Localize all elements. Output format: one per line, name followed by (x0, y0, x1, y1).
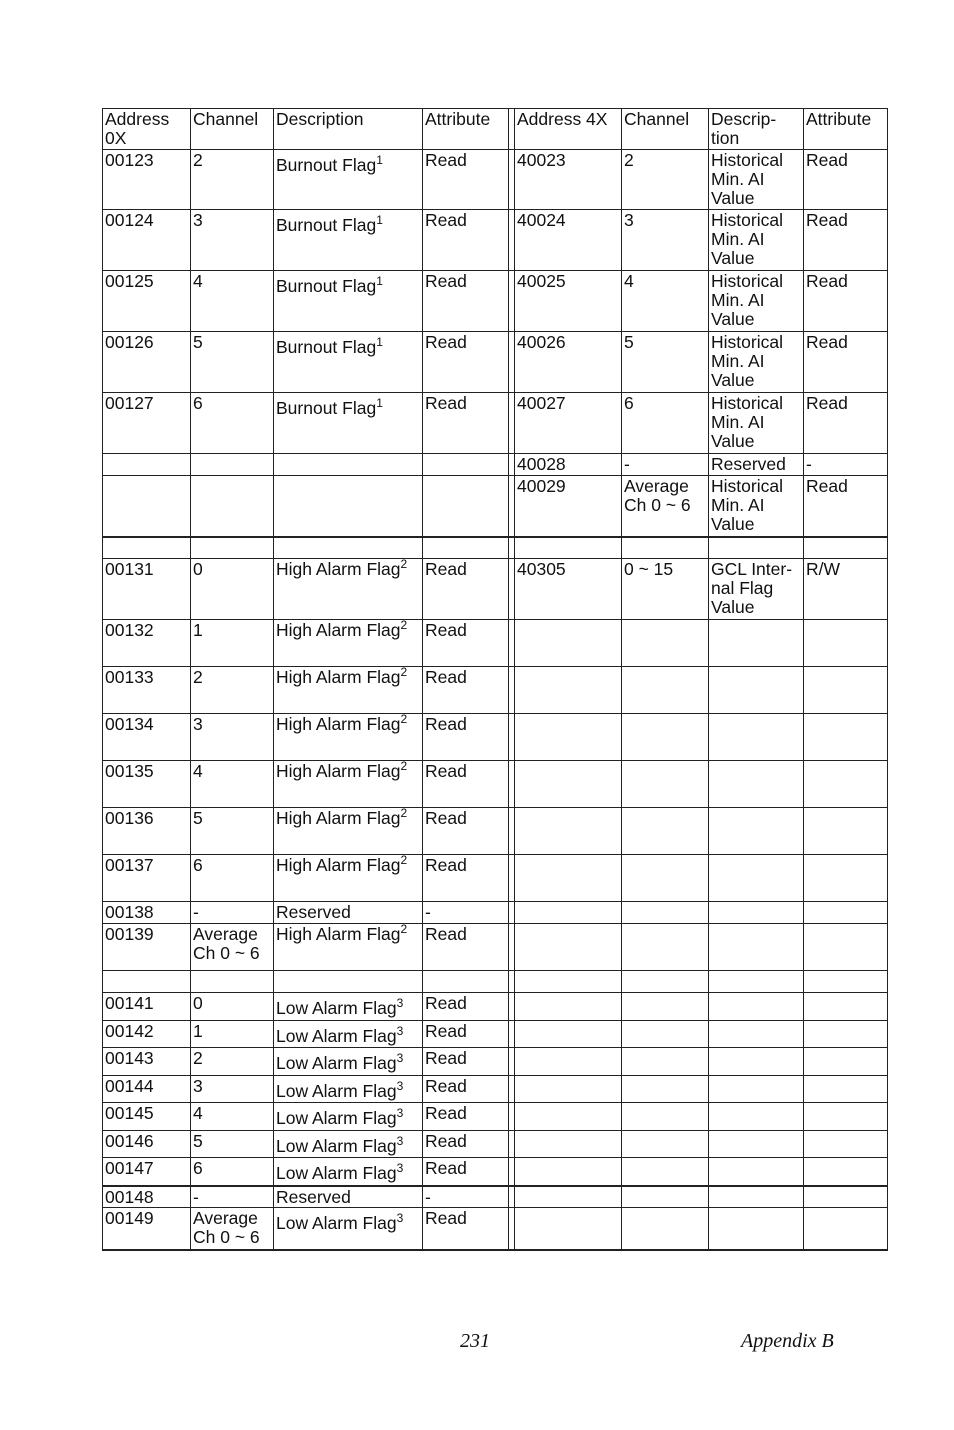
channel-cell: 6 (191, 1158, 274, 1186)
description-text: High Alarm Flag (276, 667, 401, 687)
address-0x-cell: 00145 (103, 1103, 191, 1131)
description-cell (709, 1076, 804, 1103)
address-4x-cell: 40026 (515, 332, 622, 393)
address-0x-cell (103, 476, 191, 537)
attribute-cell: Read (423, 393, 509, 454)
channel-cell: 6 (191, 393, 274, 454)
footnote-marker: 1 (376, 274, 383, 289)
footnote-marker: 2 (400, 666, 408, 680)
description-cell: Historical Min. AI Value (709, 393, 804, 454)
description-cell (709, 1021, 804, 1048)
description-text: Burnout Flag (276, 398, 377, 418)
description-cell (709, 1131, 804, 1158)
description-cell (274, 993, 423, 1021)
attribute-cell: - (804, 454, 888, 476)
attribute-cell: Read (423, 993, 509, 1021)
table-row (103, 993, 888, 1021)
attribute-cell (423, 537, 509, 559)
attribute-cell: Read (804, 393, 888, 454)
address-4x-cell (515, 620, 622, 667)
footnote-marker: 3 (396, 1161, 404, 1176)
description-cell (274, 1208, 423, 1250)
attribute-cell (804, 1021, 888, 1048)
address-0x-cell: 00126 (103, 332, 191, 393)
attribute-cell (423, 971, 509, 993)
channel-cell: - (191, 902, 274, 924)
attribute-cell (804, 1103, 888, 1131)
address-0x-cell: 00138 (103, 902, 191, 924)
description-cell: Historical Min. AI Value (709, 150, 804, 210)
address-4x-cell (515, 993, 622, 1021)
attribute-cell: Read (804, 271, 888, 332)
channel-cell (191, 454, 274, 476)
table-row (103, 667, 888, 714)
description-cell (709, 1103, 804, 1131)
table-row (103, 454, 888, 476)
address-0x-cell (103, 537, 191, 559)
address-0x-cell: 00144 (103, 1076, 191, 1103)
channel-cell (622, 855, 709, 902)
channel-cell: 2 (191, 1048, 274, 1076)
channel-cell (622, 1158, 709, 1186)
attribute-cell: Read (423, 761, 509, 808)
channel-cell (622, 902, 709, 924)
footnote-marker: 1 (376, 396, 383, 411)
address-4x-cell (515, 855, 622, 902)
footnote-marker: 1 (376, 213, 383, 228)
address-0x-cell: 00141 (103, 993, 191, 1021)
address-4x-cell (515, 537, 622, 559)
table-row (103, 714, 888, 761)
channel-cell (191, 537, 274, 559)
channel-cell: 1 (191, 620, 274, 667)
attribute-cell (804, 714, 888, 761)
channel-cell: 5 (191, 808, 274, 855)
channel-cell: - (622, 454, 709, 476)
address-0x-cell: 00132 (103, 620, 191, 667)
attribute-cell (804, 1158, 888, 1186)
description-text: Burnout Flag (276, 337, 377, 357)
description-cell (709, 1208, 804, 1250)
description-cell (274, 971, 423, 993)
description-cell (709, 993, 804, 1021)
address-4x-cell: 40025 (515, 271, 622, 332)
address-0x-cell: 00137 (103, 855, 191, 902)
attribute-cell: Read (804, 150, 888, 210)
table-row (103, 1186, 888, 1208)
table-row (103, 210, 888, 271)
address-4x-cell (515, 1076, 622, 1103)
channel-cell: 2 (191, 150, 274, 210)
address-4x-cell (515, 1158, 622, 1186)
channel-cell (622, 971, 709, 993)
description-cell (274, 476, 423, 537)
channel-cell (191, 476, 274, 537)
description-cell (709, 620, 804, 667)
header-cell: Address 0X (103, 109, 191, 150)
description-text: High Alarm Flag (276, 808, 401, 828)
table-row (103, 902, 888, 924)
description-cell (274, 393, 423, 454)
description-cell (709, 1158, 804, 1186)
address-4x-cell (515, 1186, 622, 1208)
description-cell (709, 667, 804, 714)
description-cell (274, 1076, 423, 1103)
description-cell (709, 855, 804, 902)
attribute-cell: Read (423, 620, 509, 667)
description-text: Low Alarm Flag (276, 1136, 397, 1156)
attribute-cell: Read (423, 714, 509, 761)
channel-cell: 4 (191, 271, 274, 332)
attribute-cell: - (423, 1186, 509, 1208)
description-cell (274, 1021, 423, 1048)
address-4x-cell (515, 1021, 622, 1048)
footnote-marker: 2 (400, 713, 408, 727)
address-0x-cell: 00146 (103, 1131, 191, 1158)
address-0x-cell: 00123 (103, 150, 191, 210)
address-4x-cell (515, 761, 622, 808)
attribute-cell (423, 454, 509, 476)
description-text: Reserved (276, 1186, 351, 1207)
channel-cell: 4 (191, 761, 274, 808)
table-row (103, 332, 888, 393)
description-cell: Historical Min. AI Value (709, 210, 804, 271)
address-0x-cell: 00134 (103, 714, 191, 761)
channel-cell: Average Ch 0 ~ 6 (191, 1208, 274, 1250)
address-0x-cell: 00133 (103, 667, 191, 714)
address-0x-cell: 00149 (103, 1208, 191, 1250)
header-cell: Channel (622, 109, 709, 150)
description-cell (709, 902, 804, 924)
attribute-cell: Read (423, 1158, 509, 1186)
address-0x-cell: 00124 (103, 210, 191, 271)
address-0x-cell: 00143 (103, 1048, 191, 1076)
description-text: High Alarm Flag (276, 761, 401, 781)
attribute-cell: Read (423, 271, 509, 332)
description-cell (709, 537, 804, 559)
address-0x-cell: 00127 (103, 393, 191, 454)
attribute-cell (804, 971, 888, 993)
description-text: Low Alarm Flag (276, 1053, 397, 1073)
address-4x-cell: 40305 (515, 559, 622, 620)
header-cell: Attribute (804, 109, 888, 150)
description-text: Low Alarm Flag (276, 1108, 397, 1128)
channel-cell: 2 (191, 667, 274, 714)
table-row (103, 1076, 888, 1103)
channel-cell: 0 (191, 993, 274, 1021)
channel-cell (622, 761, 709, 808)
header-cell: Address 4X (515, 109, 622, 150)
channel-cell (622, 537, 709, 559)
address-4x-cell: 40023 (515, 150, 622, 210)
register-table (102, 108, 888, 1251)
footnote-marker: 3 (396, 1106, 404, 1121)
description-cell (274, 620, 423, 667)
description-text: Burnout Flag (276, 215, 377, 235)
attribute-cell (804, 667, 888, 714)
footnote-marker: 2 (400, 760, 408, 774)
attribute-cell: Read (423, 150, 509, 210)
description-text: High Alarm Flag (276, 714, 401, 734)
channel-cell: 6 (191, 855, 274, 902)
footnote-marker: 3 (396, 1051, 404, 1066)
description-text: Reserved (276, 902, 351, 922)
channel-cell (622, 1076, 709, 1103)
table-row (103, 971, 888, 993)
attribute-cell (804, 537, 888, 559)
table-row (103, 1021, 888, 1048)
address-4x-cell (515, 714, 622, 761)
footnote-marker: 2 (400, 923, 408, 937)
attribute-cell (804, 924, 888, 971)
attribute-cell: Read (804, 476, 888, 537)
address-0x-cell: 00136 (103, 808, 191, 855)
attribute-cell: Read (804, 332, 888, 393)
channel-cell: Average Ch 0 ~ 6 (622, 476, 709, 537)
channel-cell (622, 714, 709, 761)
attribute-cell: Read (423, 1208, 509, 1250)
address-4x-cell: 40024 (515, 210, 622, 271)
address-4x-cell (515, 971, 622, 993)
header-row (103, 109, 888, 150)
channel-cell: 3 (622, 210, 709, 271)
address-4x-cell (515, 1048, 622, 1076)
description-cell: Reserved (709, 454, 804, 476)
header-cell: Attribute (423, 109, 509, 150)
description-cell (709, 714, 804, 761)
section-label: Appendix B (741, 1330, 834, 1352)
table-row (103, 1048, 888, 1076)
description-text: High Alarm Flag (276, 620, 401, 640)
footnote-marker: 3 (396, 1079, 404, 1094)
description-cell (274, 559, 423, 620)
header-cell: Descrip-tion (709, 109, 804, 150)
description-cell (274, 924, 423, 971)
table-row (103, 537, 888, 559)
footnote-marker: 2 (400, 619, 408, 633)
address-0x-cell: 00125 (103, 271, 191, 332)
attribute-cell (804, 761, 888, 808)
description-cell (274, 902, 423, 924)
address-4x-cell (515, 1208, 622, 1250)
description-text: Low Alarm Flag (276, 998, 397, 1018)
attribute-cell: Read (423, 1076, 509, 1103)
address-0x-cell: 00131 (103, 559, 191, 620)
description-text: High Alarm Flag (276, 924, 401, 944)
footnote-marker: 3 (396, 996, 404, 1011)
attribute-cell: Read (423, 924, 509, 971)
description-cell (274, 855, 423, 902)
address-0x-cell: 00147 (103, 1158, 191, 1186)
attribute-cell: Read (423, 667, 509, 714)
channel-cell (622, 1131, 709, 1158)
channel-cell (622, 620, 709, 667)
attribute-cell (804, 902, 888, 924)
description-cell: GCL Inter-nal Flag Value (709, 559, 804, 620)
channel-cell: 3 (191, 210, 274, 271)
description-text: High Alarm Flag (276, 855, 401, 875)
attribute-cell: Read (423, 808, 509, 855)
channel-cell (622, 1048, 709, 1076)
channel-cell: 5 (191, 332, 274, 393)
address-4x-cell (515, 1103, 622, 1131)
attribute-cell: Read (423, 332, 509, 393)
description-cell (274, 1186, 423, 1208)
channel-cell: 3 (191, 1076, 274, 1103)
attribute-cell (804, 1208, 888, 1250)
description-cell: Historical Min. AI Value (709, 476, 804, 537)
attribute-cell: Read (423, 855, 509, 902)
description-cell (274, 271, 423, 332)
channel-cell (622, 993, 709, 1021)
attribute-cell (804, 1048, 888, 1076)
attribute-cell (804, 1076, 888, 1103)
attribute-cell (804, 620, 888, 667)
channel-cell: 4 (622, 271, 709, 332)
address-4x-cell: 40027 (515, 393, 622, 454)
channel-cell: Average Ch 0 ~ 6 (191, 924, 274, 971)
description-cell (274, 332, 423, 393)
description-cell (274, 1131, 423, 1158)
table-row (103, 476, 888, 537)
table-row (103, 559, 888, 620)
description-cell (709, 971, 804, 993)
description-cell (274, 761, 423, 808)
address-4x-cell (515, 924, 622, 971)
attribute-cell (804, 1186, 888, 1208)
table-row (103, 924, 888, 971)
address-0x-cell: 00142 (103, 1021, 191, 1048)
header-cell: Description (274, 109, 423, 150)
channel-cell (622, 1021, 709, 1048)
footnote-marker: 1 (376, 335, 383, 350)
table-row (103, 1103, 888, 1131)
channel-cell: 6 (622, 393, 709, 454)
footnote-marker: 2 (400, 558, 408, 572)
attribute-cell (804, 1131, 888, 1158)
attribute-cell: Read (804, 210, 888, 271)
channel-cell: 3 (191, 714, 274, 761)
description-cell (274, 1048, 423, 1076)
attribute-cell (423, 476, 509, 537)
description-cell (274, 808, 423, 855)
attribute-cell: Read (423, 1131, 509, 1158)
address-0x-cell: 00148 (103, 1186, 191, 1208)
table-row (103, 855, 888, 902)
footnote-marker: 3 (396, 1024, 404, 1039)
table-row (103, 150, 888, 210)
description-text: Low Alarm Flag (276, 1026, 397, 1046)
channel-cell: 5 (622, 332, 709, 393)
attribute-cell: - (423, 902, 509, 924)
table-row (103, 1158, 888, 1186)
description-text: Low Alarm Flag (276, 1163, 397, 1183)
description-text: Low Alarm Flag (276, 1081, 397, 1101)
description-cell (709, 924, 804, 971)
description-text: Burnout Flag (276, 155, 377, 175)
description-text: Burnout Flag (276, 276, 377, 296)
description-cell (274, 667, 423, 714)
channel-cell: 0 ~ 15 (622, 559, 709, 620)
attribute-cell: R/W (804, 559, 888, 620)
attribute-cell: Read (423, 1021, 509, 1048)
channel-cell: 1 (191, 1021, 274, 1048)
footnote-marker: 3 (396, 1211, 404, 1226)
attribute-cell: Read (423, 1103, 509, 1131)
footnote-marker: 2 (400, 807, 408, 821)
description-cell (709, 1186, 804, 1208)
footnote-marker: 2 (400, 854, 408, 868)
channel-cell: 0 (191, 559, 274, 620)
address-4x-cell: 40028 (515, 454, 622, 476)
description-cell (274, 714, 423, 761)
channel-cell: 5 (191, 1131, 274, 1158)
attribute-cell: Read (423, 1048, 509, 1076)
channel-cell: - (191, 1186, 274, 1208)
description-cell (709, 761, 804, 808)
address-4x-cell: 40029 (515, 476, 622, 537)
description-cell (274, 1103, 423, 1131)
description-cell (274, 150, 423, 210)
table-row (103, 761, 888, 808)
description-cell (709, 808, 804, 855)
table-row (103, 271, 888, 332)
attribute-cell: Read (423, 210, 509, 271)
address-4x-cell (515, 808, 622, 855)
channel-cell (622, 1186, 709, 1208)
description-cell (709, 1048, 804, 1076)
channel-cell (622, 808, 709, 855)
table-row (103, 393, 888, 454)
attribute-cell: Read (423, 559, 509, 620)
attribute-cell (804, 855, 888, 902)
address-0x-cell (103, 971, 191, 993)
description-cell: Historical Min. AI Value (709, 271, 804, 332)
address-4x-cell (515, 902, 622, 924)
table-row (103, 1208, 888, 1250)
address-4x-cell (515, 667, 622, 714)
address-0x-cell: 00135 (103, 761, 191, 808)
footnote-marker: 1 (376, 153, 383, 168)
description-cell (274, 537, 423, 559)
description-cell (274, 210, 423, 271)
channel-cell: 2 (622, 150, 709, 210)
table-row (103, 808, 888, 855)
address-0x-cell (103, 454, 191, 476)
channel-cell (191, 971, 274, 993)
table-row (103, 620, 888, 667)
channel-cell (622, 1103, 709, 1131)
header-cell: Channel (191, 109, 274, 150)
description-cell (274, 1158, 423, 1186)
description-text: Low Alarm Flag (276, 1213, 397, 1233)
address-0x-cell: 00139 (103, 924, 191, 971)
address-4x-cell (515, 1131, 622, 1158)
description-cell: Historical Min. AI Value (709, 332, 804, 393)
page-number: 231 (460, 1330, 490, 1352)
footnote-marker: 3 (396, 1134, 404, 1149)
channel-cell (622, 1208, 709, 1250)
channel-cell: 4 (191, 1103, 274, 1131)
description-cell (274, 454, 423, 476)
description-text: High Alarm Flag (276, 559, 401, 579)
table-row (103, 1131, 888, 1158)
channel-cell (622, 924, 709, 971)
attribute-cell (804, 808, 888, 855)
attribute-cell (804, 993, 888, 1021)
channel-cell (622, 667, 709, 714)
